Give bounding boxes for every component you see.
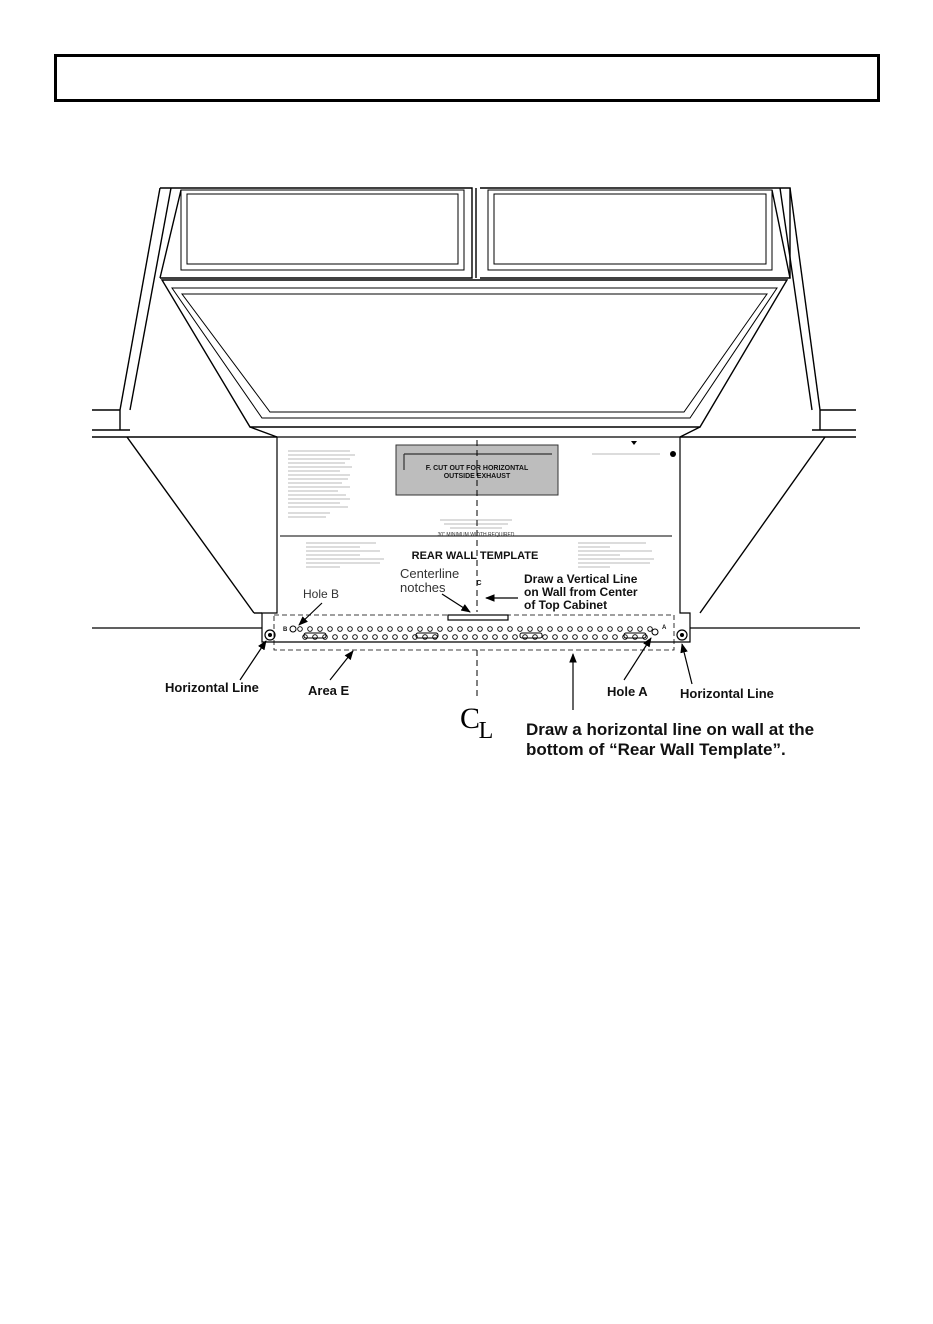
letter-a: A [662, 625, 667, 631]
template-title: REAR WALL TEMPLATE [411, 550, 539, 562]
vertical-label-1: Draw a Vertical Line [524, 572, 638, 586]
min-width-label: 30" MINIMUM WIDTH REQUIRED [437, 532, 515, 538]
centerline-notch [448, 615, 508, 620]
cl-symbol [460, 702, 493, 744]
arrow-horizontal-left [240, 641, 266, 680]
arrow-hole-a [624, 638, 651, 680]
cl-l: L [478, 718, 494, 744]
cl-c: C [459, 702, 481, 735]
center-mark: C [476, 580, 482, 587]
arrow-area-e [330, 651, 353, 680]
centerline-label-1: Centerline [400, 566, 460, 581]
letter-b: B [283, 627, 288, 633]
horizontal-line-right-label: Horizontal Line [680, 686, 774, 701]
template-corner-dot [670, 451, 676, 457]
corner-hole-left-dot [268, 633, 272, 637]
bottom-instruction-2: bottom of “Rear Wall Template”. [526, 740, 786, 759]
vertical-label-2: on Wall from Center [524, 585, 638, 599]
hole-b-label: Hole B [303, 587, 340, 601]
corner-hole-right-dot [680, 633, 684, 637]
arrow-horizontal-right [682, 644, 692, 684]
rear-wall-template [262, 437, 690, 650]
hole-a-label: Hole A [607, 684, 648, 699]
cutout-title-2: OUTSIDE EXHAUST [443, 473, 511, 480]
centerline-label-2: notches [400, 580, 446, 595]
cutout-title-1: F. CUT OUT FOR HORIZONTAL [425, 465, 529, 472]
area-e-label: Area E [308, 683, 350, 698]
bottom-instruction-1: Draw a horizontal line on wall at the [526, 720, 815, 739]
vertical-label-3: of Top Cabinet [524, 598, 608, 612]
horizontal-line-left-label: Horizontal Line [165, 680, 259, 695]
